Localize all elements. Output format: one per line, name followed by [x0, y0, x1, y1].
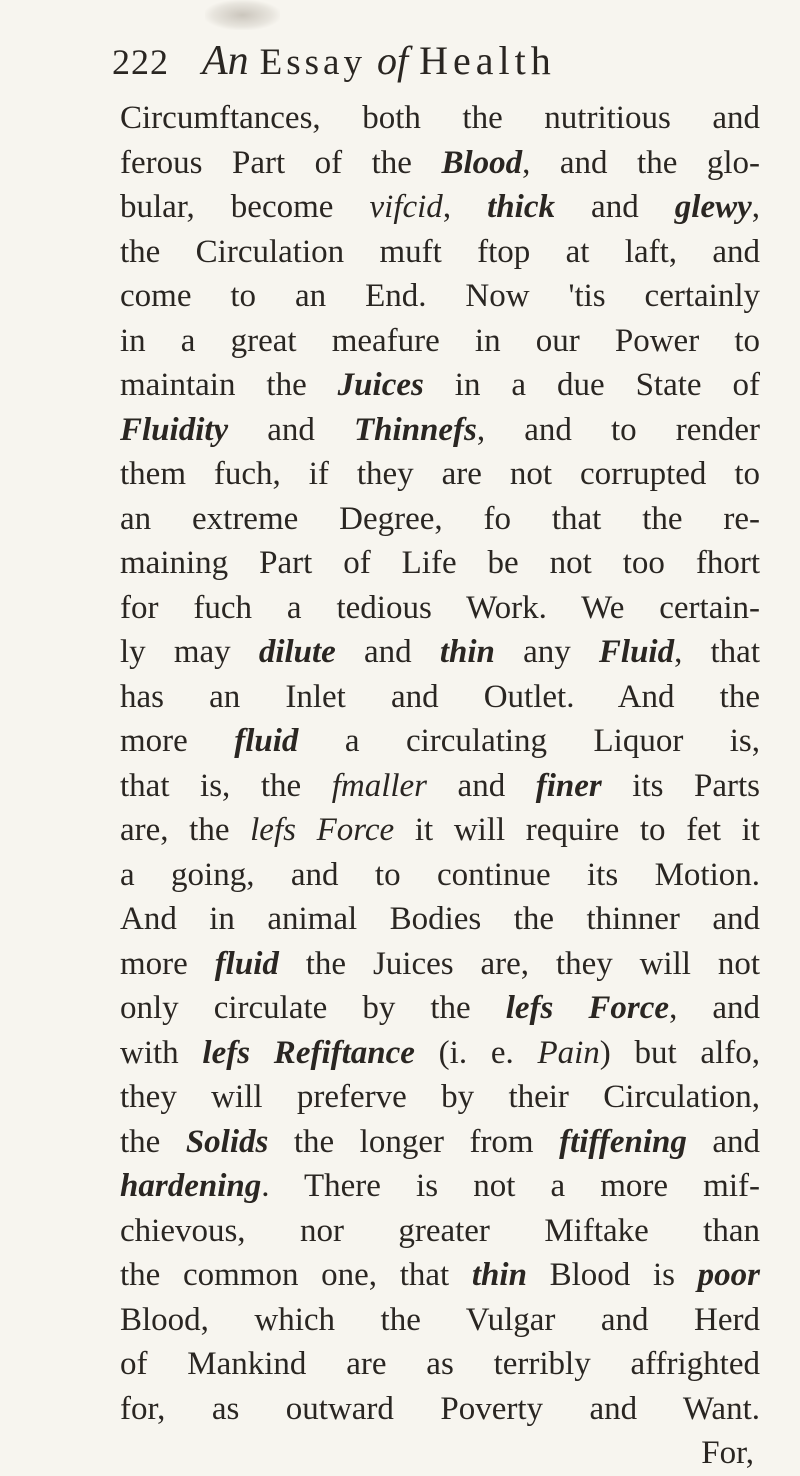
line-text: a going, and to continue its Motion.	[120, 856, 760, 893]
emphasized-text: Blood	[441, 144, 523, 181]
text-line	[120, 942, 760, 987]
line-text: ferous Part of the	[120, 144, 442, 181]
emphasized-text: thin	[439, 634, 495, 670]
line-text: . There is not a more mif-	[261, 1168, 760, 1204]
line-text: any	[494, 634, 599, 670]
line-text: its Parts	[601, 767, 761, 804]
line-text: a circulating Liquor is,	[298, 723, 761, 759]
line-text: ly may	[120, 634, 259, 670]
line-text: bular, become	[120, 189, 370, 225]
emphasized-text: lefs Force	[505, 990, 670, 1026]
line-text: , and to render	[476, 411, 760, 448]
emphasized-text: glewy	[674, 189, 752, 225]
line-text: the common one, that	[120, 1257, 472, 1293]
text-line	[120, 1298, 760, 1343]
line-text: , and the glo-	[522, 144, 760, 181]
line-text: Blood, which the Vulgar and Herd	[120, 1301, 760, 1338]
emphasized-text: fmaller	[331, 767, 428, 804]
emphasized-text: Pain	[537, 1034, 600, 1071]
line-text: and	[335, 634, 440, 670]
text-line	[120, 986, 760, 1031]
text-line	[120, 363, 760, 408]
line-text: of Mankind are as terribly affrighted	[120, 1346, 760, 1382]
emphasized-text: fluid	[234, 723, 299, 759]
emphasized-text: thin	[471, 1257, 527, 1293]
emphasized-text: lefs Force	[250, 812, 395, 848]
text-line	[120, 764, 760, 809]
line-text: are, the	[120, 812, 251, 848]
line-text: the Juices are, they will not	[278, 945, 760, 982]
emphasized-text: lefs Refiftance	[202, 1034, 415, 1071]
text-line	[120, 497, 760, 542]
text-line	[120, 1075, 760, 1120]
emphasized-text: Solids	[185, 1123, 269, 1160]
line-text: (i. e.	[414, 1034, 538, 1071]
line-text: it will require to fet it	[394, 812, 760, 848]
line-text: Blood is	[526, 1257, 698, 1293]
text-line	[120, 274, 760, 319]
text-line	[120, 1342, 760, 1387]
line-text: an extreme Degree, fo that the re-	[120, 500, 760, 537]
line-text: and	[686, 1123, 760, 1160]
emphasized-text: Thinnefs	[354, 411, 477, 448]
line-text: more	[120, 945, 215, 982]
emphasized-text: fluid	[214, 945, 279, 982]
line-text: and	[554, 189, 675, 225]
text-line	[120, 853, 760, 898]
header-health: Health	[419, 38, 556, 83]
line-text: in a due State of	[423, 367, 760, 403]
text-line	[120, 1431, 760, 1476]
line-text: the Circulation muft ftop at laft, and	[120, 233, 760, 270]
text-line	[120, 897, 760, 942]
text-line	[120, 1387, 760, 1432]
line-text: and	[228, 411, 355, 448]
line-text: , and	[669, 990, 760, 1026]
text-line	[120, 185, 760, 230]
line-text: For,	[701, 1435, 754, 1471]
emphasized-text: Fluidity	[120, 411, 229, 448]
line-text: ,	[442, 189, 488, 225]
header-an: An	[202, 38, 249, 84]
text-line	[120, 719, 760, 764]
text-line	[120, 230, 760, 275]
line-text: , that	[674, 634, 760, 670]
line-text: they will preferve by their Circulation,	[120, 1079, 760, 1115]
emphasized-text: Fluid	[598, 634, 675, 670]
text-line	[120, 1120, 760, 1165]
line-text: the longer from	[268, 1123, 560, 1160]
line-text: the	[120, 1123, 186, 1160]
emphasized-text: hardening	[120, 1168, 262, 1204]
text-line	[120, 96, 760, 141]
line-text: in a great meafure in our Power to	[120, 322, 760, 359]
line-text: more	[120, 723, 235, 759]
line-text: for, as outward Poverty and Want.	[120, 1390, 760, 1427]
line-text: and	[427, 767, 536, 804]
text-line	[120, 452, 760, 497]
emphasized-text: dilute	[258, 634, 336, 670]
emphasized-text: thick	[487, 189, 555, 225]
line-text: ,	[751, 189, 761, 225]
emphasized-text: Juices	[337, 367, 424, 403]
line-text: maining Part of Life be not too fhort	[120, 545, 760, 581]
line-text: that is, the	[120, 767, 332, 804]
text-line	[120, 541, 760, 586]
line-text: maintain the	[120, 367, 338, 403]
line-text: with	[120, 1034, 203, 1071]
line-text: for fuch a tedious Work. We certain-	[120, 589, 760, 626]
text-line	[120, 675, 760, 720]
text-line	[120, 630, 760, 675]
body-text	[120, 96, 760, 1476]
text-line	[120, 586, 760, 631]
emphasized-text: vifcid	[369, 189, 443, 225]
text-line	[120, 408, 760, 453]
running-header	[112, 30, 556, 90]
paper-stain	[205, 0, 280, 30]
text-line	[120, 1253, 760, 1298]
line-text: Circumftances, both the nutritious and	[120, 100, 760, 136]
emphasized-text: poor	[697, 1257, 760, 1293]
line-text: has an Inlet and Outlet. And the	[120, 678, 760, 715]
text-line	[120, 1164, 760, 1209]
line-text: come to an End. Now 'tis certainly	[120, 278, 760, 314]
text-line	[120, 808, 760, 853]
header-of: of	[376, 38, 409, 83]
line-text: ) but alfo,	[599, 1034, 760, 1071]
text-line	[120, 141, 760, 186]
text-line	[120, 1031, 760, 1076]
line-text: only circulate by the	[120, 990, 506, 1026]
emphasized-text: finer	[535, 767, 602, 804]
line-text: And in animal Bodies the thinner and	[120, 901, 760, 937]
header-essay: Essay	[259, 42, 366, 83]
text-line	[120, 1209, 760, 1254]
emphasized-text: ftiffening	[559, 1123, 687, 1160]
line-text: them fuch, if they are not corrupted to	[120, 456, 760, 492]
page-number: 222	[112, 42, 169, 82]
line-text: chievous, nor greater Miftake than	[120, 1212, 760, 1249]
text-line	[120, 319, 760, 364]
